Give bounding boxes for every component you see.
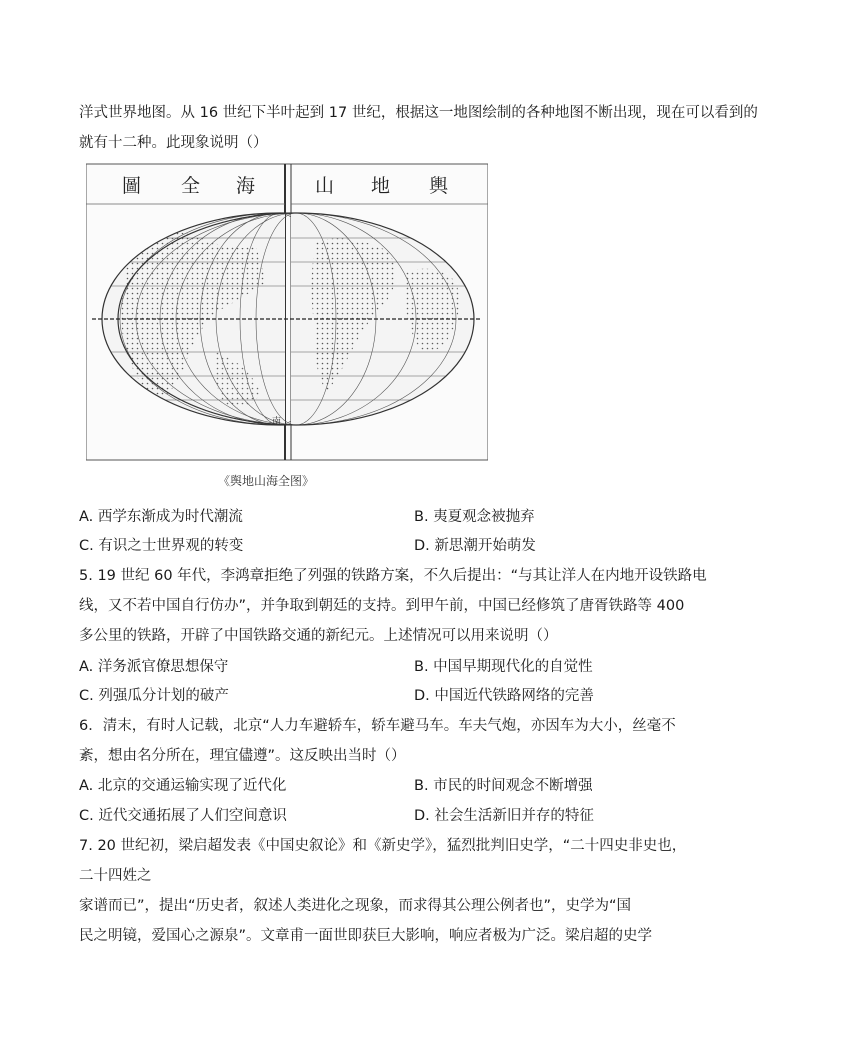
map-title-right-char-1: 山 [315, 175, 335, 197]
world-map-illustration [86, 162, 488, 462]
q5-option-d: D. 中国近代铁路网络的完善 [414, 688, 594, 704]
q5-line-1: 5. 19 世纪 60 年代，李鸿章拒绝了列强的铁路方案，不久后提出：“与其让洋人在内地开设铁路电 [79, 568, 707, 584]
q7-line-2: 二十四姓之 [79, 868, 152, 884]
q4-option-b: B. 夷夏观念被抛弃 [414, 509, 535, 525]
q4-option-a: A. 西学东渐成为时代潮流 [79, 509, 243, 525]
map-title-right-char-3: 輿 [429, 175, 449, 197]
q6-option-c: C. 近代交通拓展了人们空间意识 [79, 808, 287, 824]
q7-line-4: 民之明镜，爱国心之源泉”。文章甫一面世即获巨大影响，响应者极为广泛。梁启超的史学 [79, 928, 653, 944]
q4-option-d: D. 新思潮开始萌发 [414, 538, 536, 554]
q6-line-2: 紊，想由名分所在，理宜儘遵”。这反映出当时（） [79, 748, 406, 764]
map-side-label: 南 [272, 417, 282, 427]
map-title-left-char-1: 圖 [122, 175, 142, 197]
intro-line-1: 洋式世界地图。从 16 世纪下半叶起到 17 世纪，根据这一地图绘制的各种地图不断出现，现在可以看到的 [79, 105, 758, 121]
q5-line-2: 线，又不若中国自行仿办”，并争取到朝廷的支持。到甲午前，中国已经修筑了唐胥铁路等 400 [79, 598, 685, 614]
q4-option-c: C. 有识之士世界观的转变 [79, 538, 244, 554]
q6-option-b: B. 市民的时间观念不断增强 [414, 778, 593, 794]
intro-line-2: 就有十二种。此现象说明（） [79, 135, 268, 151]
map-title-right-char-2: 地 [371, 175, 391, 197]
map-caption: 《舆地山海全图》 [218, 474, 315, 488]
q6-option-d: D. 社会生活新旧并存的特征 [414, 808, 594, 824]
q5-line-3: 多公里的铁路，开辟了中国铁路交通的新纪元。上述情况可以用来说明（） [79, 628, 558, 644]
q6-line-1: 6．清末，有时人记载，北京“人力车避轿车，轿车避马车。车夫气炮，亦因车为大小，丝毫不 [79, 718, 676, 734]
q7-line-1: 7. 20 世纪初，梁启超发表《中国史叙论》和《新史学》，猛烈批判旧史学，“二十四史非史也， [79, 838, 687, 854]
q7-line-3: 家谱而已”，提出“历史者，叙述人类进化之现象，而求得其公理公例者也”，史学为“国 [79, 898, 632, 914]
q5-option-a: A. 洋务派官僚思想保守 [79, 659, 229, 675]
map-title-left-char-3: 海 [236, 175, 256, 197]
q5-option-b: B. 中国早期现代化的自觉性 [414, 659, 593, 675]
map-title-left-char-2: 全 [181, 175, 201, 197]
q6-option-a: A. 北京的交通运输实现了近代化 [79, 778, 287, 794]
q5-option-c: C. 列强瓜分计划的破产 [79, 688, 229, 704]
world-map-figure [86, 162, 488, 462]
